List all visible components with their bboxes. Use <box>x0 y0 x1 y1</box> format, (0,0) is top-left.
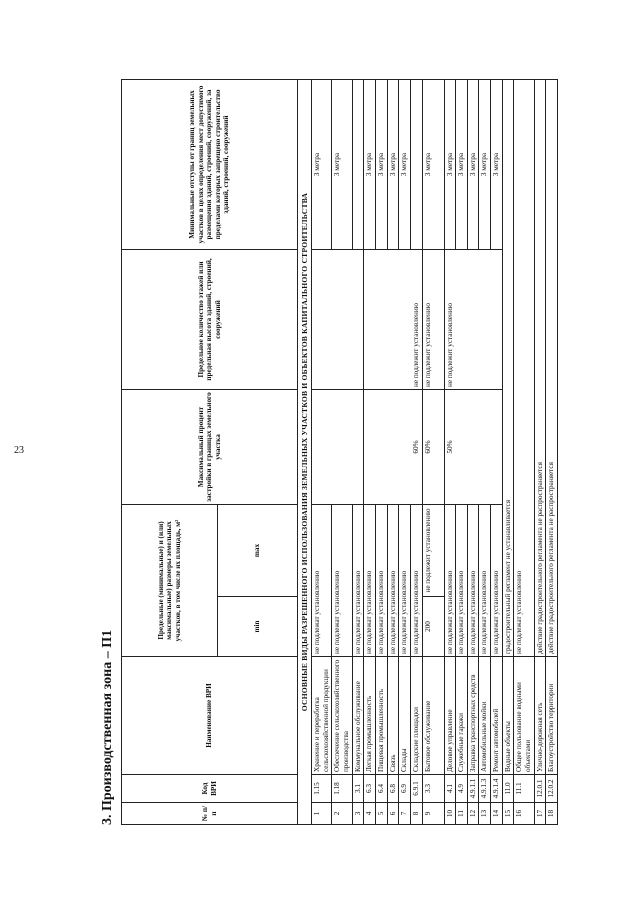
section-title: ОСНОВНЫЕ ВИДЫ РАЗРЕШЕННОГО ИСПОЛЬЗОВАНИЯ ЗЕМЕЛЬНЫХ УЧАСТКОВ И ОБЪЕКТОВ КАПИТАЛЬНОГО СТРОИТЕЛЬСТВА <box>298 80 312 825</box>
row-num: 10 <box>444 803 456 825</box>
row-setback: 3 метра <box>422 80 444 250</box>
row-size: не подлежат установлению <box>332 505 352 657</box>
row-percent <box>312 390 364 505</box>
row-name: Ремонт автомобилей <box>491 657 503 775</box>
row-floors: не подлежит установлению <box>422 250 444 390</box>
row-floors: не подлежит установлению <box>444 250 502 390</box>
row-num: 18 <box>546 803 558 825</box>
row-name: Благоустройство территории <box>546 657 558 775</box>
row-size: не подлежат установлению <box>467 505 479 657</box>
row-code: 4.9.1.3 <box>479 775 491 803</box>
row-code: 3.1 <box>352 775 364 803</box>
row-size: не подлежат установлению <box>444 505 456 657</box>
row-size: не подлежат установлению <box>364 505 376 657</box>
row-size: не подлежат установлению <box>312 505 332 657</box>
row-num: 7 <box>399 803 411 825</box>
row-name: Склады <box>399 657 411 775</box>
row-code: 4.1 <box>444 775 456 803</box>
row-name: Улично-дорожная сеть <box>534 657 546 775</box>
row-floors: не подлежит установлению <box>364 250 422 390</box>
row-name: Общее пользование водными объектами <box>514 657 534 775</box>
row-setback: 3 метра <box>312 80 332 250</box>
row-code: 12.0.2 <box>546 775 558 803</box>
row-name: Пищевая промышленность <box>375 657 387 775</box>
zone-title: 3. Производственная зона – П1 <box>100 629 115 825</box>
row-setback: 3 метра <box>456 80 468 250</box>
row-code: 4.9.1.4 <box>491 775 503 803</box>
row-code: 1.15 <box>312 775 332 803</box>
row-percent: 50% <box>444 390 502 505</box>
row-size: не подлежат установлению <box>491 505 503 657</box>
header-min: min <box>218 597 298 657</box>
row-name: Связь <box>387 657 399 775</box>
row-num: 13 <box>479 803 491 825</box>
row-setback: 3 метра <box>444 80 456 250</box>
row-span: не подлежат установлению <box>514 80 534 657</box>
row-num: 6 <box>387 803 399 825</box>
row-num: 3 <box>352 803 364 825</box>
row-setback: 3 метра <box>399 80 411 250</box>
row-code: 1.18 <box>332 775 352 803</box>
header-setback: Минимальные отступы от границ земельных участков в целях определения мест допустимого размещения зданий, строений, сооружений, за пределами которых запрещено строительство зданий, строений, сооружений <box>122 80 298 250</box>
row-percent: 60% <box>422 390 444 505</box>
page-number: 23 <box>14 445 24 456</box>
row-name: Коммунальное обслуживание <box>352 657 364 775</box>
row-name: Служебные гаражи <box>456 657 468 775</box>
row-num: 15 <box>502 803 514 825</box>
row-num: 17 <box>534 803 546 825</box>
row-name: Складские площадки <box>410 657 422 775</box>
row-setback: 3 метра <box>491 80 503 250</box>
row-num: 16 <box>514 803 534 825</box>
row-setback: 3 метра <box>467 80 479 250</box>
row-code: 12.0.1 <box>534 775 546 803</box>
row-code: 6.4 <box>375 775 387 803</box>
row-num: 9 <box>422 803 444 825</box>
row-code: 6.3 <box>364 775 376 803</box>
row-size: не подлежат установлению <box>456 505 468 657</box>
row-floors <box>312 250 364 390</box>
header-num: № п/п <box>122 803 298 825</box>
row-num: 4 <box>364 803 376 825</box>
header-max: max <box>218 505 298 597</box>
row-num: 2 <box>332 803 352 825</box>
row-name: Бытовое обслуживание <box>422 657 444 775</box>
row-num: 11 <box>456 803 468 825</box>
row-size: не подлежат установлению <box>352 505 364 657</box>
row-name: Легкая промышленность <box>364 657 376 775</box>
row-setback <box>410 80 422 250</box>
row-span: градостроительный регламент не устанавливается <box>502 80 514 657</box>
header-code: Код ВРИ <box>122 775 298 803</box>
row-percent: 60% <box>364 390 422 505</box>
row-name: Водные объекты <box>502 657 514 775</box>
row-size: не подлежат установлению <box>410 505 422 657</box>
row-name: Деловое управление <box>444 657 456 775</box>
row-setback: 3 метра <box>387 80 399 250</box>
row-max: не подлежит установлению <box>422 505 444 597</box>
row-code: 6.9.1 <box>410 775 422 803</box>
row-setback: 3 метра <box>364 80 376 250</box>
row-num: 8 <box>410 803 422 825</box>
header-percent: Максимальный процент застройки в границах земельного участка <box>122 390 298 505</box>
row-code: 11.0 <box>502 775 514 803</box>
row-code: 11.1 <box>514 775 534 803</box>
row-code: 4.9 <box>456 775 468 803</box>
row-span: действие градостроительного регламента не распространяется <box>546 80 558 657</box>
header-size: Предельные (минимальные) и (или) максимальные) размеры земельных участков, в том числе их площадь, м² <box>122 505 218 657</box>
row-setback <box>352 80 364 250</box>
row-code: 3.3 <box>422 775 444 803</box>
row-name: Хранение и переработка сельскохозяйственной продукции <box>312 657 332 775</box>
row-span: действие градостроительного регламента не распространяется <box>534 80 546 657</box>
row-name: Обеспечение сельскохозяйственного производства <box>332 657 352 775</box>
row-num: 14 <box>491 803 503 825</box>
row-num: 12 <box>467 803 479 825</box>
row-code: 6.9 <box>399 775 411 803</box>
header-floors: Предельное количество этажей или предельная высота зданий, строений, сооружений <box>122 250 298 390</box>
row-min: 200 <box>422 597 444 657</box>
row-num: 5 <box>375 803 387 825</box>
row-size: не подлежат установлению <box>399 505 411 657</box>
row-num: 1 <box>312 803 332 825</box>
regulations-table <box>121 79 558 825</box>
row-setback: 3 метра <box>479 80 491 250</box>
row-size: не подлежат установлению <box>479 505 491 657</box>
row-name: Автомобильные мойки <box>479 657 491 775</box>
row-size: не подлежат установлению <box>387 505 399 657</box>
row-setback: 3 метра <box>375 80 387 250</box>
row-name: Заправка транспортных средств <box>467 657 479 775</box>
row-size: не подлежат установлению <box>375 505 387 657</box>
row-code: 6.8 <box>387 775 399 803</box>
row-setback: 3 метра <box>332 80 352 250</box>
header-name: Наименование ВРИ <box>122 657 298 775</box>
rotated-page-content <box>95 80 556 825</box>
row-code: 4.9.1.1 <box>467 775 479 803</box>
